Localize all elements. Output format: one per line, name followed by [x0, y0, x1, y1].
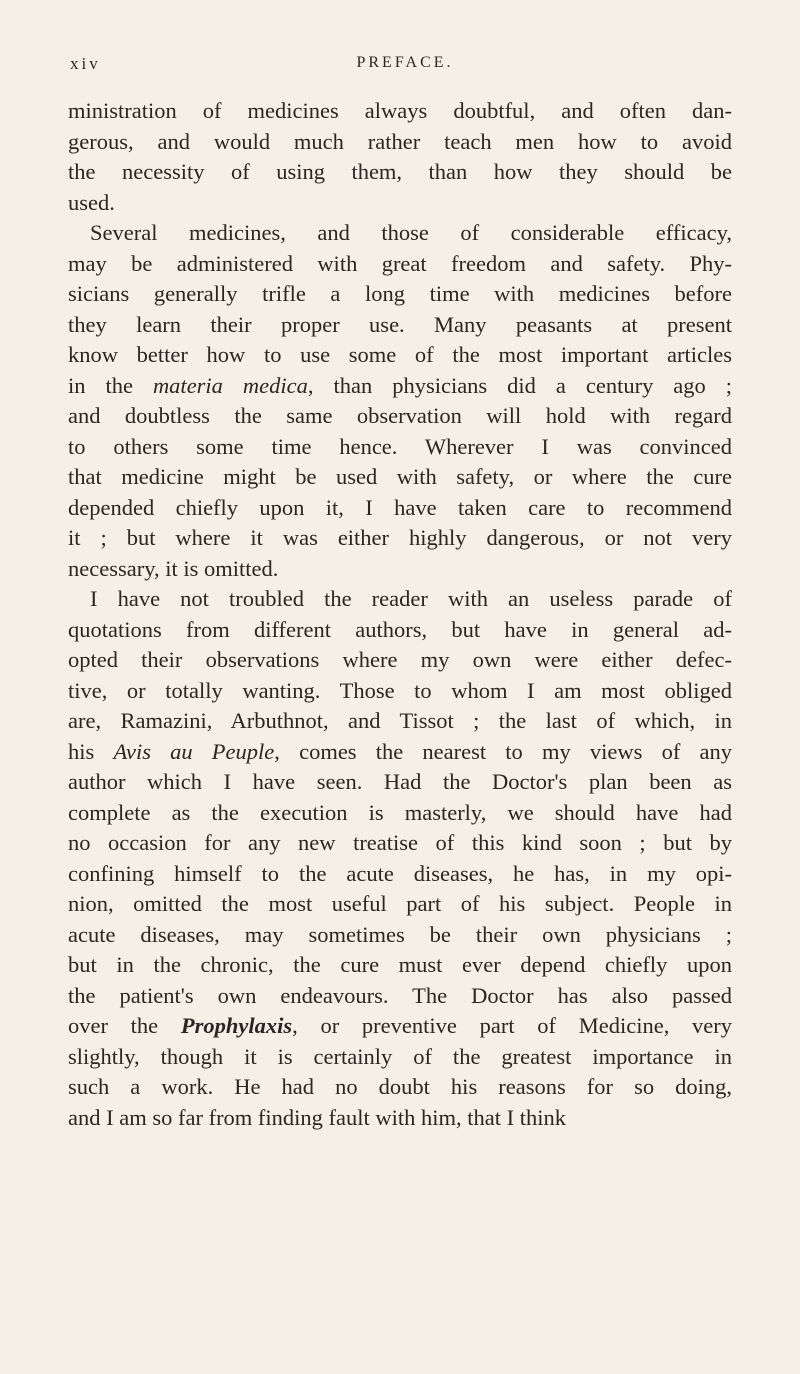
text-run: over the: [68, 1013, 181, 1038]
text-line: and doubtless the same observation will hold with regard: [68, 403, 732, 428]
text-line: depended chiefly upon it, I have taken care to recommend: [68, 494, 732, 520]
text-line: [68, 737, 732, 768]
emphasized-term: materia medica: [152, 372, 308, 398]
text-line: it ; but where it was either highly dangerous, or not very: [68, 525, 732, 550]
text-line: Several medicines, and those of considerable efficacy,: [90, 220, 732, 245]
emphasized-term: Avis au Peuple: [113, 738, 275, 764]
text-line: may be administered with great freedom and safety. Phy-: [68, 250, 732, 276]
text-line: the patient's own endeavours. The Doctor has also passed: [68, 982, 732, 1008]
text-line: quotations from different authors, but have in general ad-: [68, 616, 732, 642]
text-line: [68, 371, 732, 402]
text-run: his: [68, 738, 114, 764]
text-run: , than physicians did a century ago ;: [307, 372, 732, 398]
text-line: know better how to use some of the most important articles: [68, 342, 732, 367]
text-line: they learn their proper use. Many peasants at present: [68, 311, 732, 337]
text-run: , comes the nearest to my views of any: [274, 738, 733, 764]
text-line: such a work. He had no doubt his reasons for so doing,: [68, 1074, 732, 1099]
page-header: [70, 54, 740, 84]
text-line: ministration of medicines always doubtful, and often dan-: [68, 98, 732, 123]
text-run: , or preventive part of Medicine, very: [292, 1013, 733, 1038]
text-line: no occasion for any new treatise of this kind soon ; but by: [68, 830, 732, 855]
text-line: but in the chronic, the cure must ever depend chiefly upon: [68, 952, 732, 977]
text-line: author which I have seen. Had the Doctor's plan been as: [68, 769, 732, 794]
text-line: necessary, it is omitted.: [68, 555, 279, 581]
text-line: complete as the execution is masterly, we should have had: [68, 799, 732, 825]
paragraph: [68, 218, 732, 584]
text-line: used.: [68, 189, 115, 215]
text-line: and I am so far from finding fault with him, that I think: [68, 1104, 567, 1130]
text-line: that medicine might be used with safety, or where the cure: [68, 464, 732, 489]
text-line: are, Ramazini, Arbuthnot, and Tissot ; the last of which, in: [68, 708, 732, 733]
text-line: slightly, though it is certainly of the greatest importance in: [68, 1043, 732, 1069]
text-line: the necessity of using them, than how they should be: [68, 159, 732, 184]
text-line: I have not troubled the reader with an useless parade of: [90, 586, 732, 611]
text-line: [68, 1011, 732, 1042]
text-line: to others some time hence. Wherever I was convinced: [68, 433, 732, 459]
emphasized-term: Prophylaxis: [180, 1013, 293, 1038]
text-run: in the: [68, 372, 153, 398]
paragraph: [68, 584, 732, 1133]
text-line: nion, omitted the most useful part of his subject. People in: [68, 891, 732, 916]
text-line: tive, or totally wanting. Those to whom I am most obliged: [68, 677, 732, 703]
body-text: [68, 96, 732, 1133]
text-line: confining himself to the acute diseases, he has, in my opi-: [68, 860, 732, 886]
text-line: acute diseases, may sometimes be their own physicians ;: [68, 921, 732, 947]
running-head: PREFACE.: [356, 54, 454, 71]
paragraph: [68, 96, 732, 218]
text-line: opted their observations where my own were either defec-: [68, 647, 732, 672]
text-line: gerous, and would much rather teach men how to avoid: [68, 128, 732, 154]
text-line: sicians generally trifle a long time with medicines before: [68, 281, 732, 306]
page-number: xiv: [70, 54, 101, 73]
